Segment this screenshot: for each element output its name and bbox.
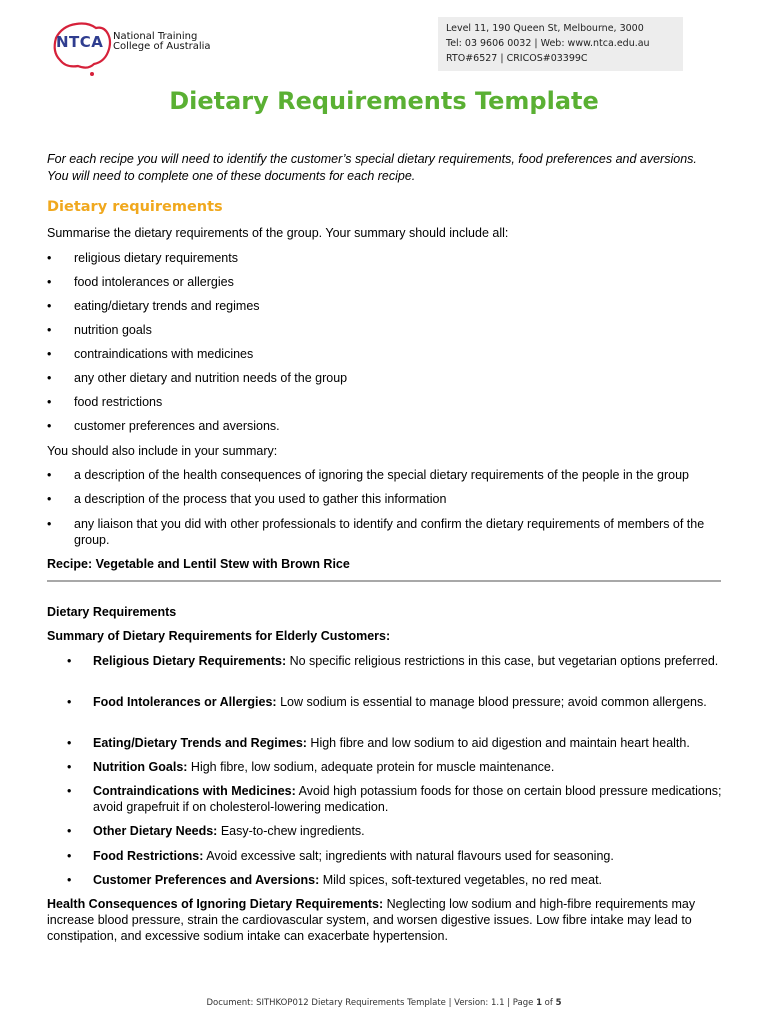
health-consequences-label: Health Consequences of Ignoring Dietary Requirements: [47, 897, 384, 911]
summary-heading: Summary of Dietary Requirements for Elderly Customers: [47, 629, 391, 643]
health-consequences-text: Neglecting low sodium and high-fibre requirements may increase blood pressure, strain the cardiovascular system, and worsen digestive issues. Low fibre intake may lead to constipation, and excessive sodium intake can exacerbate hypertension. [47, 897, 696, 943]
divider [47, 580, 721, 582]
section-heading: Dietary requirements [47, 199, 223, 215]
page-total: 5 [555, 998, 562, 1008]
contact-box [438, 17, 683, 71]
logo-name [113, 32, 211, 52]
health-consequences-paragraph [47, 896, 727, 944]
page-footer: Document: SITHKOP012 Dietary Requirements Template | Version: 1.1 | Page 1 of 5 [206, 998, 562, 1008]
logo-abbreviation: NTCA [56, 33, 104, 51]
intro-paragraph [47, 151, 737, 185]
also-include-instruction: You should also include in your summary: [47, 444, 278, 458]
page-title: Dietary Requirements Template [169, 87, 599, 115]
recipe-label: Recipe: Vegetable and Lentil Stew with Brown Rice [47, 557, 350, 571]
contact-rto: RTO#6527 | CRICOS#03399C [446, 53, 588, 64]
logo-line-1: National Training [113, 31, 198, 42]
intro-line-1: For each recipe you will need to identify the customer’s special dietary requirements, food preferences and aversions. [47, 152, 697, 166]
contact-address: Level 11, 190 Queen St, Melbourne, 3000 [446, 23, 644, 34]
dietary-requirements-label: Dietary Requirements [47, 605, 177, 619]
logo-line-2: College of Australia [113, 41, 211, 52]
page-number: 1 [536, 998, 542, 1008]
summarise-instruction: Summarise the dietary requirements of the group. Your summary should include all: [47, 226, 509, 240]
intro-line-2: You will need to complete one of these documents for each recipe. [47, 169, 416, 183]
contact-phone-web: Tel: 03 9606 0032 | Web: www.ntca.edu.au [446, 38, 650, 49]
